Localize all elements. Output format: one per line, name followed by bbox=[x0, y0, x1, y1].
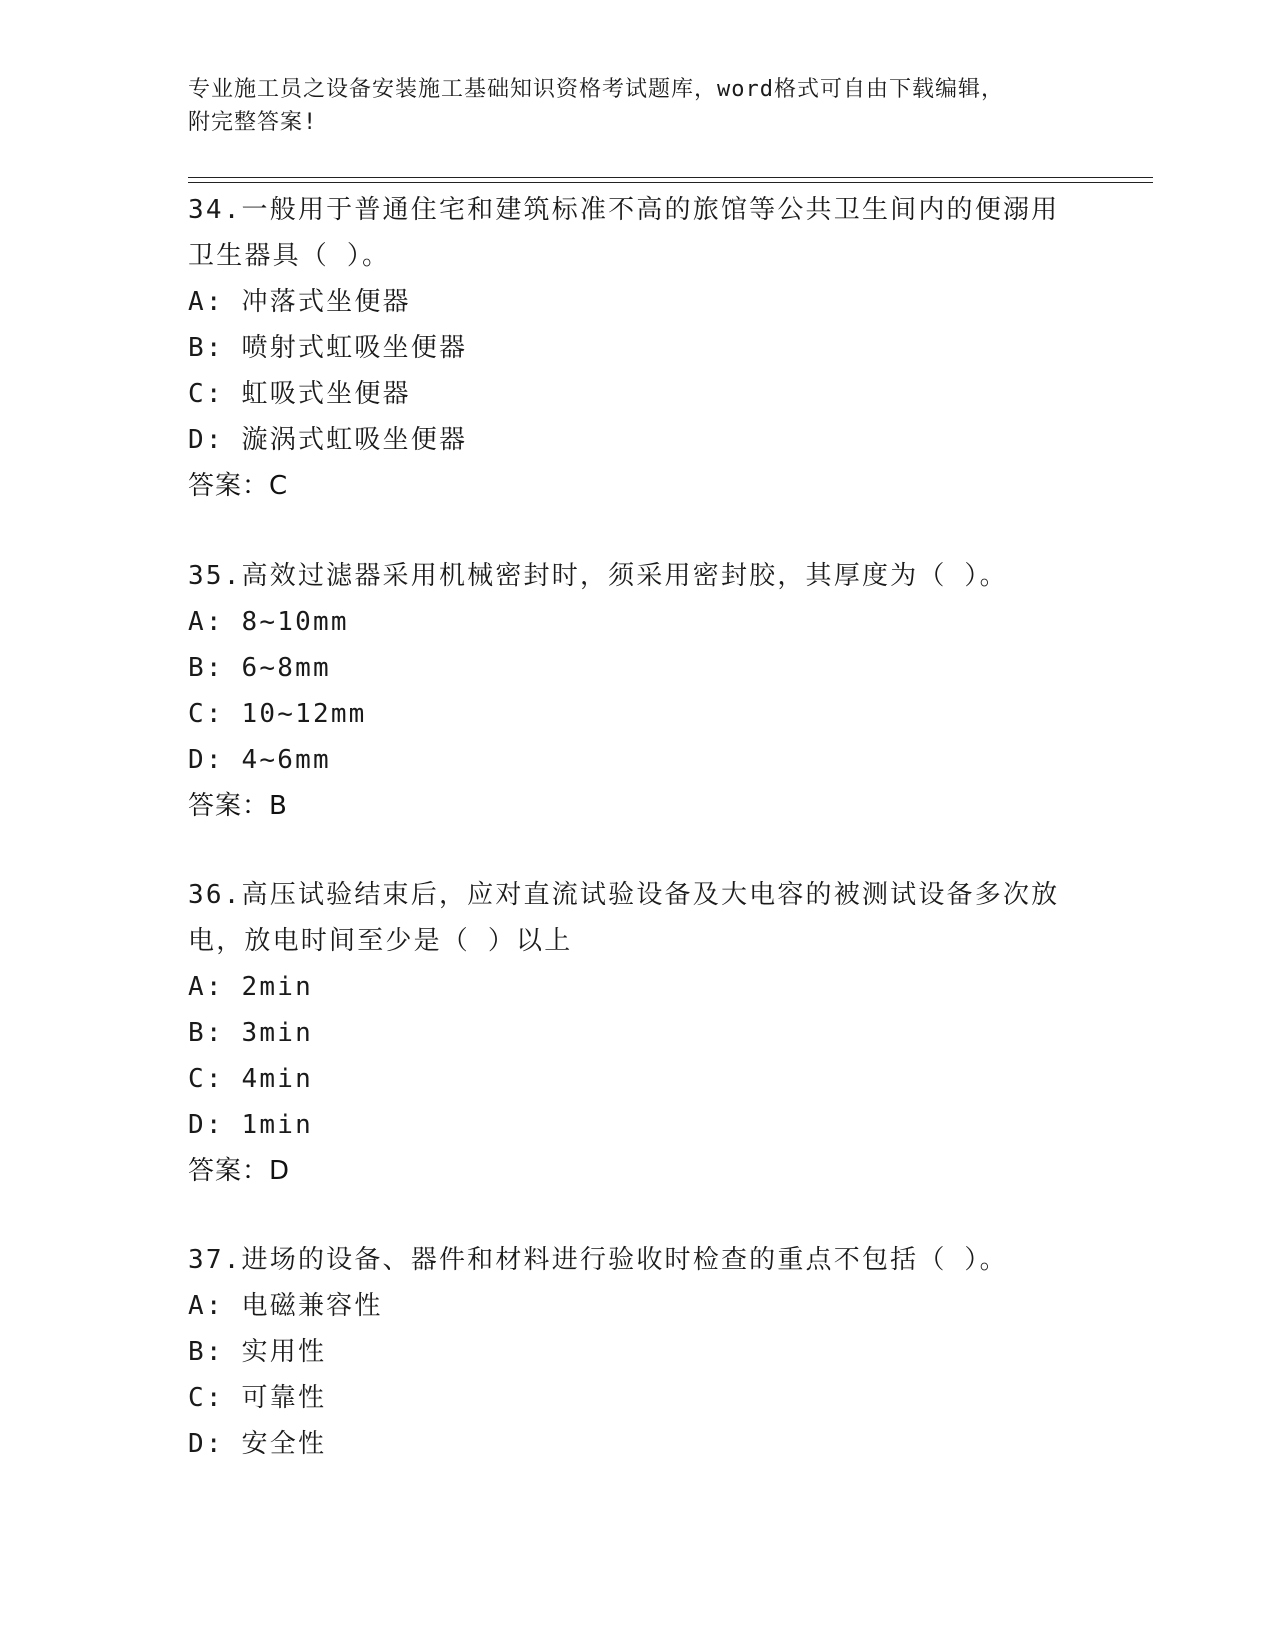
question-stem-line-2: 电，放电时间至少是（ ）以上 bbox=[188, 926, 573, 956]
option-d: D: 漩涡式虹吸坐便器 bbox=[188, 425, 468, 455]
header-line-2: 附完整答案! bbox=[188, 110, 318, 135]
option-b: B: 喷射式虹吸坐便器 bbox=[188, 333, 468, 363]
question-stem-line-1: 37.进场的设备、器件和材料进行验收时检查的重点不包括（ ）。 bbox=[188, 1245, 1008, 1275]
question-34 bbox=[188, 187, 1088, 509]
question-36 bbox=[188, 872, 1088, 1194]
option-a: A: 2min bbox=[188, 972, 313, 1002]
option-b: B: 实用性 bbox=[188, 1337, 327, 1367]
option-c: C: 可靠性 bbox=[188, 1383, 327, 1413]
answer: 答案：D bbox=[188, 1156, 291, 1186]
option-a: A: 冲落式坐便器 bbox=[188, 287, 411, 317]
option-b: B: 3min bbox=[188, 1018, 313, 1048]
question-stem-line-1: 36.高压试验结束后，应对直流试验设备及大电容的被测试设备多次放 bbox=[188, 880, 1060, 910]
option-a: A: 电磁兼容性 bbox=[188, 1291, 383, 1321]
question-37 bbox=[188, 1237, 1088, 1467]
answer: 答案：C bbox=[188, 471, 289, 501]
answer: 答案：B bbox=[188, 791, 288, 821]
option-b: B: 6~8mm bbox=[188, 653, 331, 683]
option-c: C: 10~12mm bbox=[188, 699, 367, 729]
option-c: C: 4min bbox=[188, 1064, 313, 1094]
header-line-1: 专业施工员之设备安装施工基础知识资格考试题库，word格式可自由下载编辑， bbox=[188, 77, 1004, 102]
option-d: D: 1min bbox=[188, 1110, 313, 1140]
header-divider-bottom bbox=[188, 182, 1153, 183]
document-header bbox=[188, 73, 1088, 139]
question-stem-line-1: 34.一般用于普通住宅和建筑标准不高的旅馆等公共卫生间内的便溺用 bbox=[188, 195, 1060, 225]
header-divider-top bbox=[188, 177, 1153, 178]
option-d: D: 安全性 bbox=[188, 1429, 327, 1459]
option-d: D: 4~6mm bbox=[188, 745, 331, 775]
question-stem-line-1: 35.高效过滤器采用机械密封时，须采用密封胶，其厚度为（ ）。 bbox=[188, 561, 1008, 591]
option-c: C: 虹吸式坐便器 bbox=[188, 379, 411, 409]
question-35 bbox=[188, 553, 1088, 829]
question-stem-line-2: 卫生器具（ ）。 bbox=[188, 241, 391, 271]
option-a: A: 8~10mm bbox=[188, 607, 349, 637]
